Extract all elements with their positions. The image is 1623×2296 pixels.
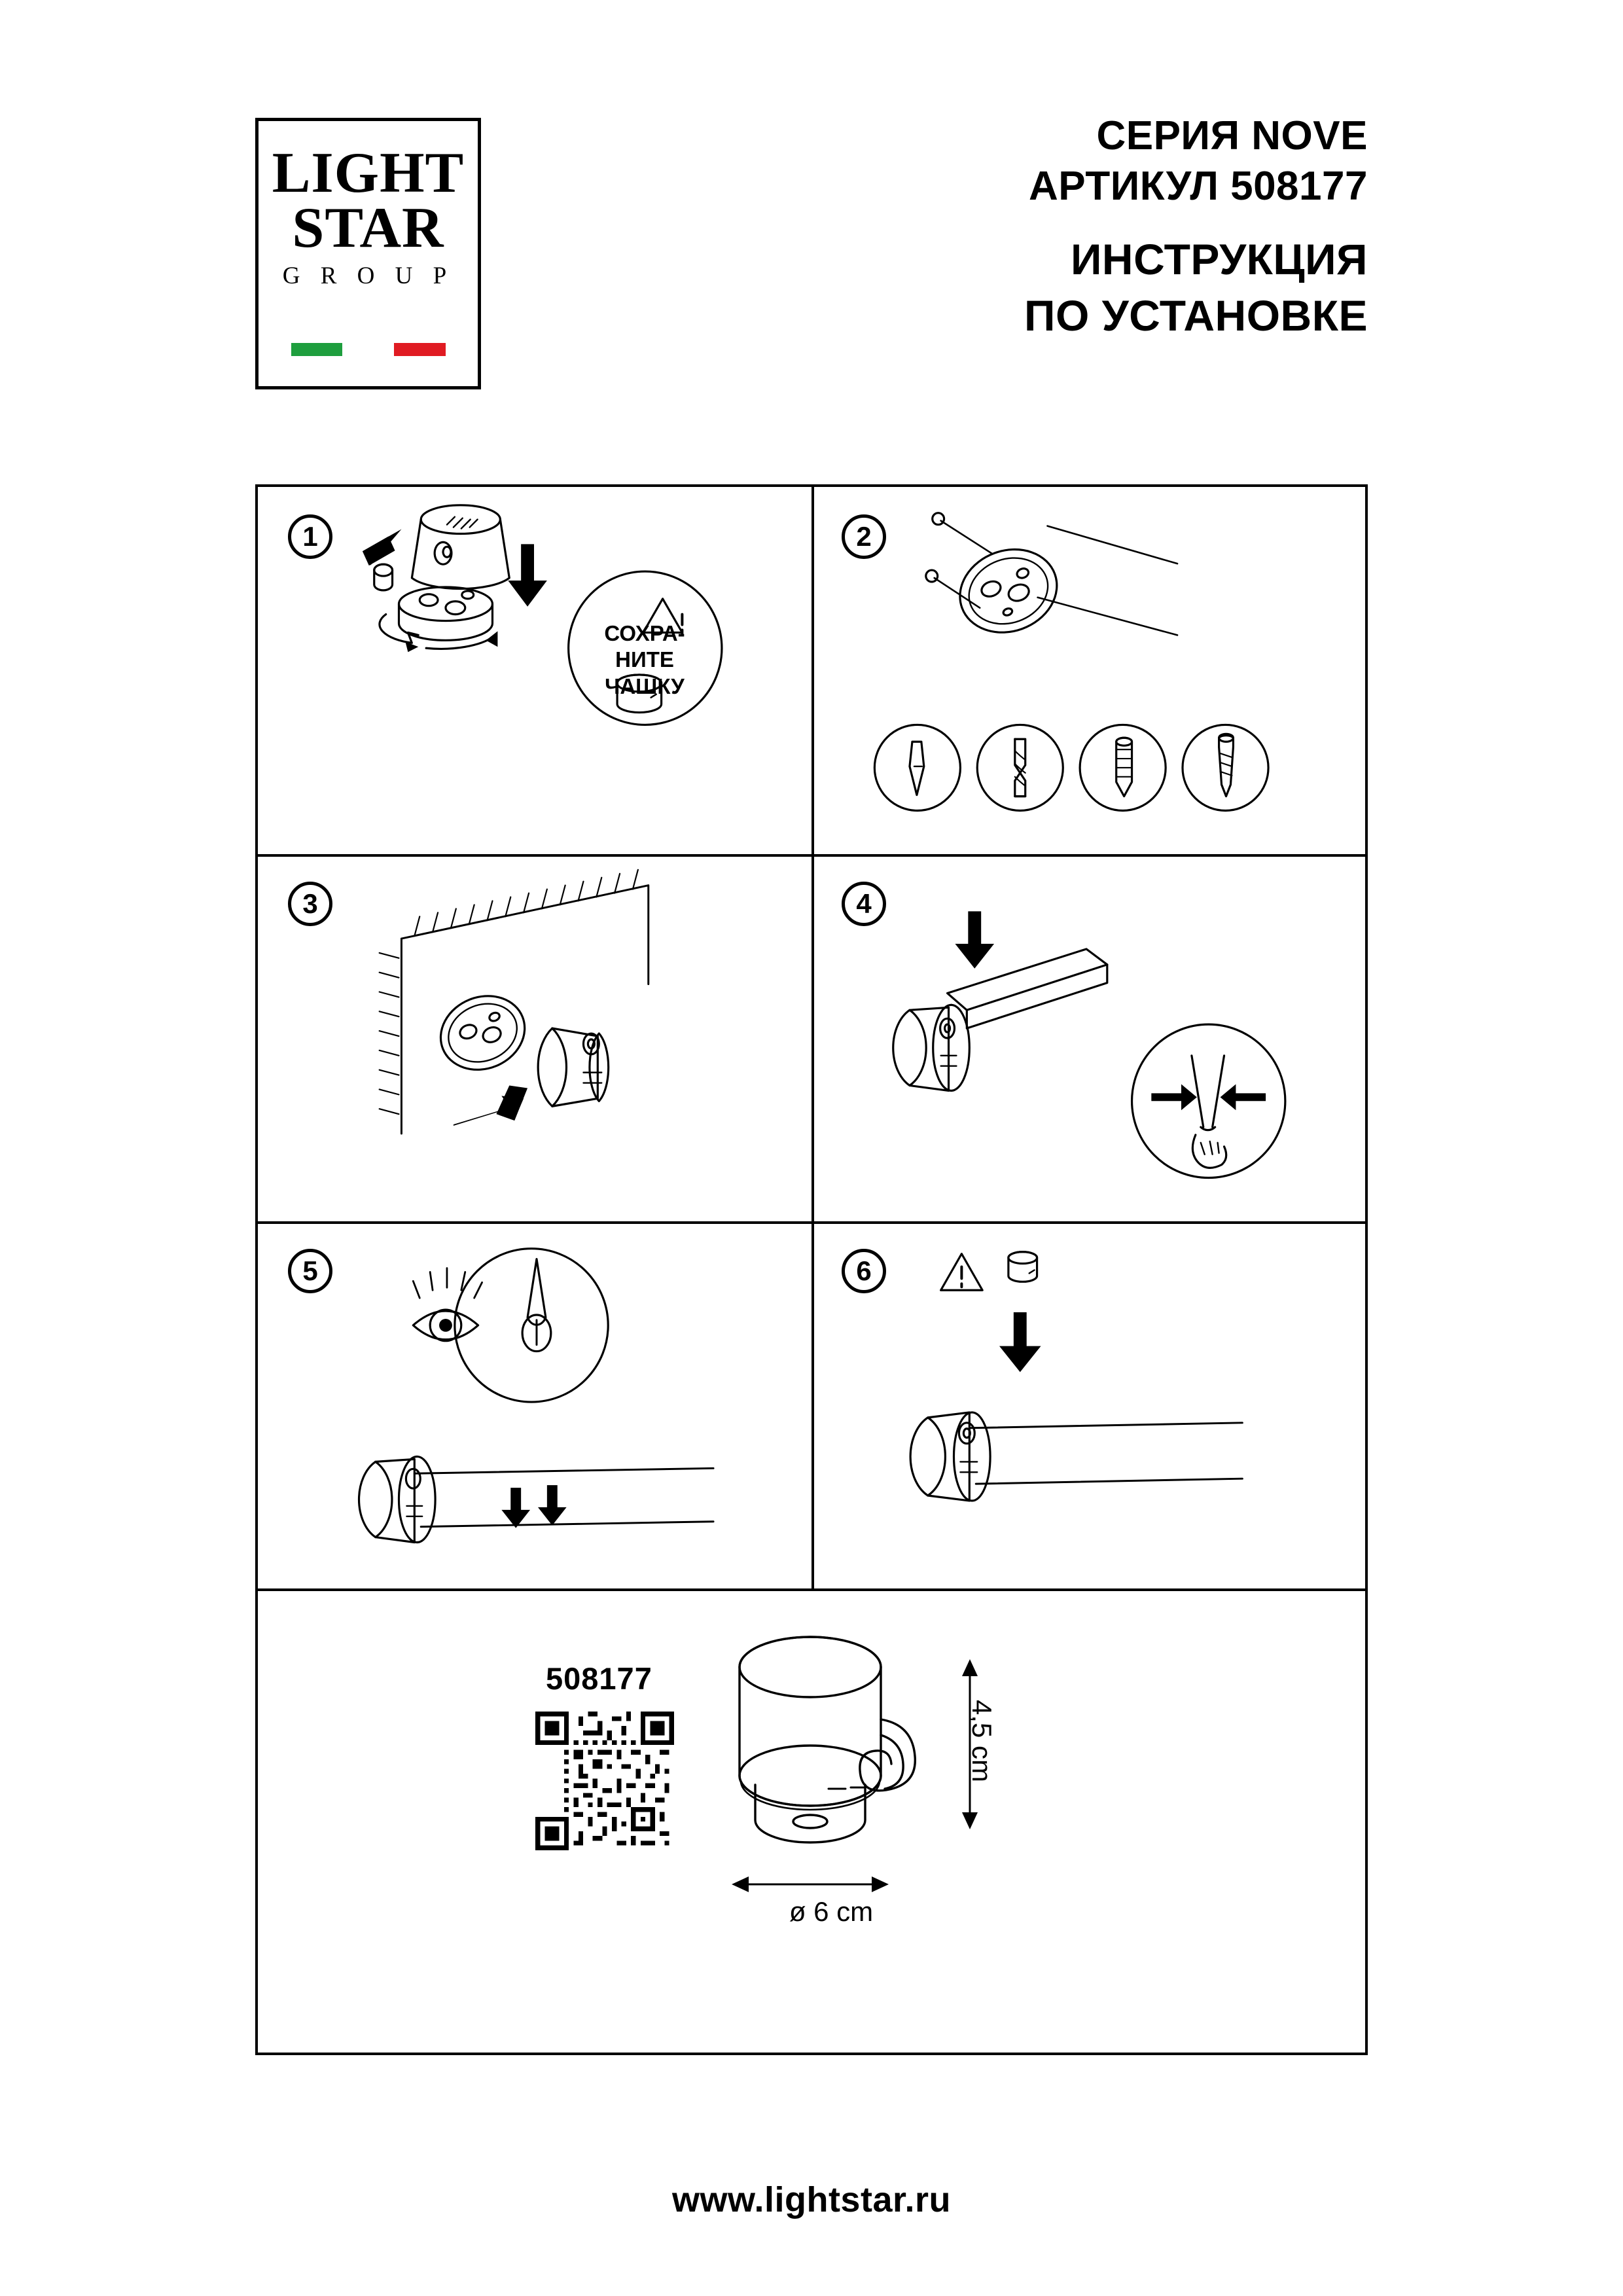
step-6-illustration xyxy=(812,1221,1368,1588)
product-dimension-illustration xyxy=(258,1588,1365,2055)
brand-logo-line1: LIGHT xyxy=(272,141,465,205)
step-number-badge: 6 xyxy=(842,1249,886,1293)
step-number-badge: 2 xyxy=(842,514,886,559)
brand-logo-line2: STAR xyxy=(292,196,444,260)
step-cell-1 xyxy=(258,487,814,857)
series-label: СЕРИЯ NOVE xyxy=(1096,113,1368,158)
step-number-badge: 1 xyxy=(288,514,332,559)
document-title-line1: ИНСТРУКЦИЯ xyxy=(1070,234,1368,283)
document-title-line2: ПО УСТАНОВКЕ xyxy=(1024,291,1368,340)
step-1-note-line1: СОХРА- xyxy=(604,621,685,645)
document-header xyxy=(255,111,1368,393)
step-4-illustration xyxy=(812,854,1368,1221)
article-code-label: 508177 xyxy=(546,1661,652,1696)
step-number-badge: 5 xyxy=(288,1249,332,1293)
step-number-badge: 3 xyxy=(288,882,332,926)
step-cell-3 xyxy=(258,854,814,1224)
footer-website[interactable]: www.lightstar.ru xyxy=(671,2180,952,2219)
step-cell-2 xyxy=(812,487,1368,857)
specification-panel xyxy=(258,1588,1365,2055)
italian-flag-icon xyxy=(291,343,446,356)
brand-logo xyxy=(255,118,481,389)
brand-logo-line3: G R O U P xyxy=(282,262,454,290)
step-cell-4 xyxy=(812,854,1368,1224)
article-label: АРТИКУЛ 508177 xyxy=(1029,163,1368,209)
steps-grid xyxy=(255,484,1368,2055)
step-2-illustration xyxy=(812,487,1368,854)
qr-code xyxy=(535,1712,674,1850)
step-1-note-line3: ЧАШКУ xyxy=(605,673,685,698)
step-1-note xyxy=(596,620,694,700)
diameter-dimension-label: ø 6 cm xyxy=(789,1896,874,1927)
step-1-note-line2: НИТЕ xyxy=(615,647,674,672)
height-dimension-label: 4,5 cm xyxy=(967,1700,997,1783)
step-cell-5 xyxy=(258,1221,814,1591)
header-titles xyxy=(962,111,1368,344)
step-1-illustration xyxy=(258,487,812,854)
step-cell-6 xyxy=(812,1221,1368,1591)
step-3-illustration xyxy=(258,854,812,1221)
step-5-illustration xyxy=(258,1221,812,1588)
step-number-badge: 4 xyxy=(842,882,886,926)
brand-logo-text xyxy=(259,141,478,290)
